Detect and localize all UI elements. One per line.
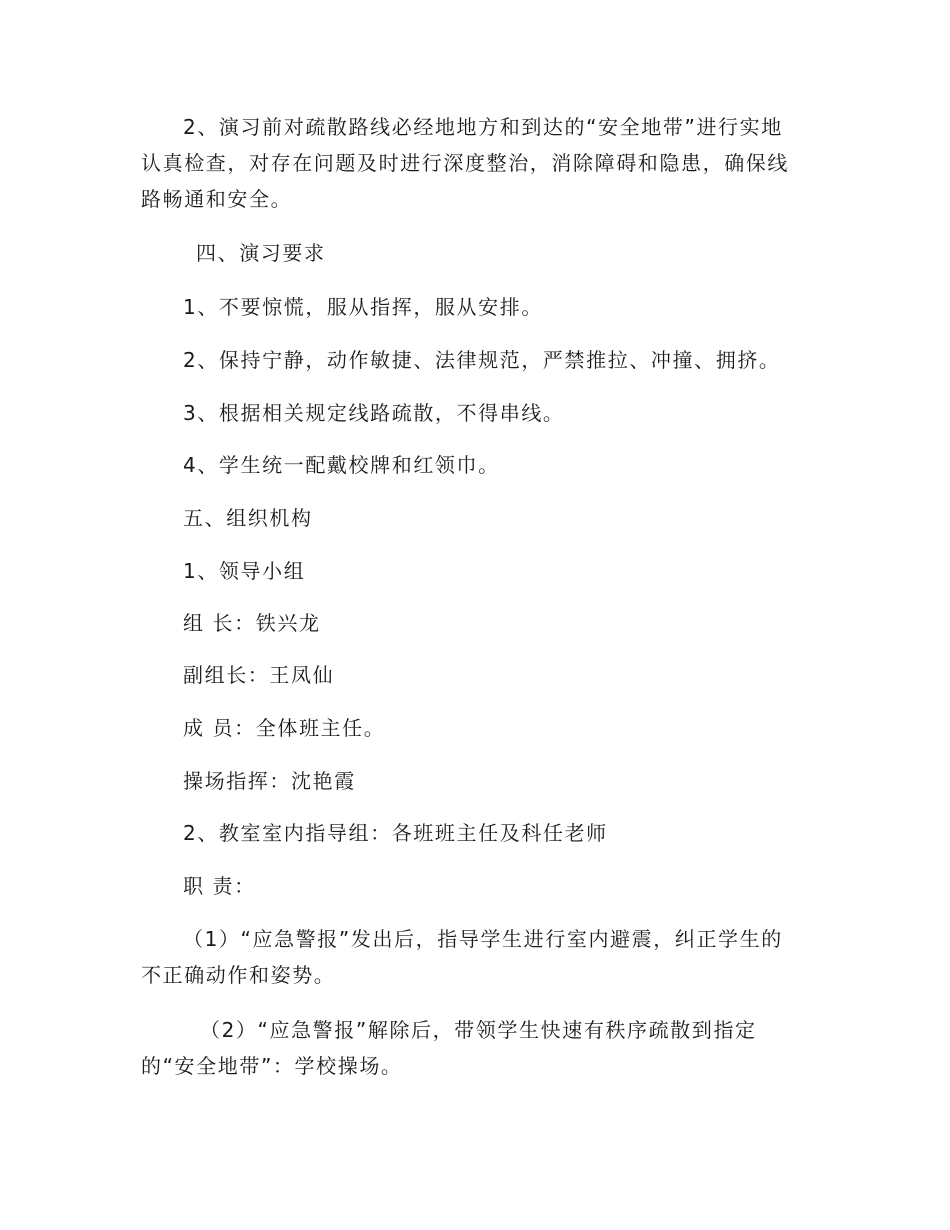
paragraph-2-line-3: 路畅通和安全。 — [141, 187, 293, 211]
section-heading-5: 五、组织机构 — [183, 506, 313, 530]
duty-2-line-2: 的“安全地带”：学校操场。 — [141, 1054, 403, 1078]
requirement-1: 1、不要惊慌，服从指挥，服从安排。 — [183, 295, 543, 319]
duty-2-line-1: （2）“应急警报”解除后，带领学生快速有秩序疏散到指定 — [200, 1018, 757, 1042]
duty-1-line-2: 不正确动作和姿势。 — [141, 963, 336, 987]
classroom-guidance-group: 2、教室室内指导组：各班班主任及科任老师 — [183, 821, 608, 845]
requirement-2: 2、保持宁静，动作敏捷、法律规范，严禁推拉、冲撞、拥挤。 — [183, 348, 781, 372]
section-heading-4: 四、演习要求 — [196, 241, 326, 265]
members: 成 员：全体班主任。 — [183, 716, 386, 740]
deputy-leader: 副组长：王凤仙 — [183, 663, 335, 687]
paragraph-2-line-1: 2、演习前对疏散路线必经地地方和到达的“安全地带”进行实地 — [183, 115, 783, 139]
duties-heading: 职 责： — [183, 874, 256, 898]
duty-1-line-1: （1）“应急警报”发出后，指导学生进行室内避震，纠正学生的 — [183, 927, 783, 951]
paragraph-2-line-2: 认真检查，对存在问题及时进行深度整治，消除障碍和隐患，确保线 — [141, 151, 789, 175]
requirement-3: 3、根据相关规定线路疏散，不得串线。 — [183, 401, 565, 425]
group-leader: 组 长：铁兴龙 — [183, 611, 321, 635]
requirement-4: 4、学生统一配戴校牌和红领巾。 — [183, 453, 500, 477]
leadership-group-heading: 1、领导小组 — [183, 559, 306, 583]
playground-commander: 操场指挥：沈艳霞 — [183, 769, 356, 793]
